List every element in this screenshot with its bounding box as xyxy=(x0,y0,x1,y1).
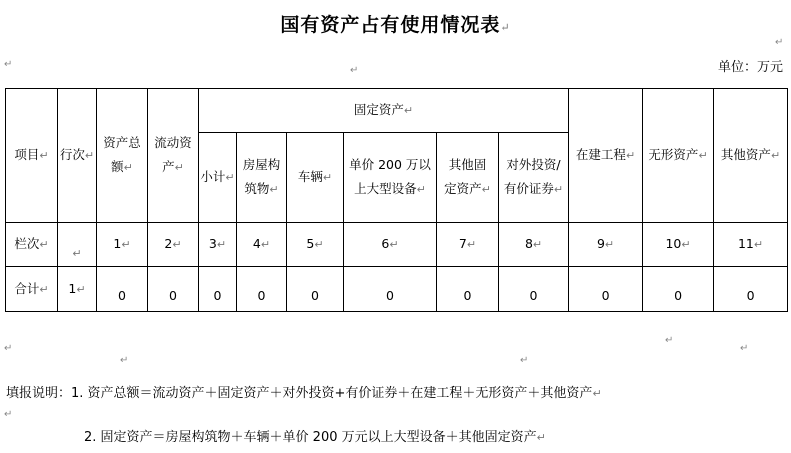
paragraph-mark-icon: ↵ xyxy=(350,65,359,76)
column-number xyxy=(569,223,643,267)
column-number-text: 3 xyxy=(208,236,217,251)
header-large-equipment-line1: 单价 200 万以 xyxy=(349,157,431,172)
total-row-line xyxy=(58,267,97,312)
paragraph-mark-icon: ↵ xyxy=(698,149,708,162)
paragraph-mark-icon: ↵ xyxy=(553,183,564,196)
header-fixed-assets-text: 固定资产 xyxy=(353,102,404,117)
header-large-equipment-line2: 上大型设备 xyxy=(354,181,417,196)
column-number-text: 7 xyxy=(458,236,467,251)
column-number-text: 4 xyxy=(252,236,261,251)
total-value-text: 0 xyxy=(529,288,538,303)
header-construction-text: 在建工程 xyxy=(575,147,626,162)
paragraph-mark-icon: ↵ xyxy=(84,149,95,162)
header-line-no-text: 行次 xyxy=(59,147,85,162)
total-value xyxy=(97,267,148,312)
paragraph-mark-icon: ↵ xyxy=(500,21,511,34)
column-number-text: 10 xyxy=(665,236,682,251)
paragraph-mark-icon: ↵ xyxy=(322,171,333,184)
total-value xyxy=(199,267,237,312)
paragraph-mark-icon: ↵ xyxy=(174,161,184,174)
header-other-fixed-line2: 定资产 xyxy=(444,181,482,196)
note-line-2 xyxy=(84,426,546,445)
total-row-label-text: 合计 xyxy=(14,280,40,296)
paragraph-mark-icon: ↵ xyxy=(481,183,491,196)
column-number xyxy=(97,223,148,267)
header-vehicles xyxy=(287,133,344,223)
paragraph-mark-icon: ↵ xyxy=(775,37,784,48)
total-value xyxy=(643,267,714,312)
paragraph-mark-icon: ↵ xyxy=(604,238,615,251)
paragraph-mark-icon: ↵ xyxy=(172,238,182,251)
total-value-text: 0 xyxy=(746,288,755,303)
assets-table xyxy=(5,88,788,312)
paragraph-mark-icon: ↵ xyxy=(72,247,82,260)
column-number xyxy=(344,223,437,267)
paragraph-mark-icon: ↵ xyxy=(770,149,781,162)
column-number xyxy=(643,223,714,267)
header-item xyxy=(6,89,58,223)
total-value-text: 0 xyxy=(169,288,177,303)
paragraph-mark-icon: ↵ xyxy=(4,59,13,70)
total-value xyxy=(569,267,643,312)
note-line-2-text: 2. 固定资产＝房屋构筑物＋车辆＋单价 200 万元以上大型设备＋其他固定资产 xyxy=(84,430,537,445)
header-investments-line2: 有价证券 xyxy=(503,181,554,196)
column-number-text: 6 xyxy=(381,236,390,251)
total-row-label xyxy=(6,267,58,312)
header-other-fixed-line1: 其他固 xyxy=(448,157,487,172)
paragraph-mark-icon: ↵ xyxy=(314,238,324,251)
paragraph-mark-icon: ↵ xyxy=(225,171,235,184)
note-line-1 xyxy=(6,382,602,401)
column-number xyxy=(237,223,287,267)
paragraph-mark-icon: ↵ xyxy=(740,343,749,354)
header-fixed-assets xyxy=(199,89,569,133)
header-total-assets-line1: 资产总 xyxy=(103,135,141,150)
total-value-text: 0 xyxy=(213,288,222,303)
paragraph-mark-icon: ↵ xyxy=(4,343,13,354)
header-fixed-subtotal-text: 小计 xyxy=(200,169,226,184)
column-number-text: 5 xyxy=(306,236,315,251)
unit-label: 单位：万元 xyxy=(717,60,783,75)
header-line-no xyxy=(58,89,97,223)
total-value xyxy=(499,267,569,312)
header-large-equipment xyxy=(344,133,437,223)
header-construction xyxy=(569,89,643,223)
column-number xyxy=(437,223,499,267)
paragraph-mark-icon: ↵ xyxy=(39,238,49,251)
paragraph-mark-icon: ↵ xyxy=(4,409,13,420)
paragraph-mark-icon: ↵ xyxy=(389,238,399,251)
paragraph-mark-icon: ↵ xyxy=(121,238,131,251)
column-row-label xyxy=(6,223,58,267)
header-current-assets xyxy=(148,89,199,223)
total-value xyxy=(287,267,344,312)
header-current-assets-line2: 产 xyxy=(162,159,175,174)
header-current-assets-line1: 流动资 xyxy=(154,135,192,150)
header-total-assets xyxy=(97,89,148,223)
header-intangible xyxy=(643,89,714,223)
column-number-text: 8 xyxy=(524,236,533,251)
report-title-text: 国有资产占有使用情况表 xyxy=(280,14,501,36)
header-other-assets xyxy=(714,89,788,223)
paragraph-mark-icon: ↵ xyxy=(260,238,271,251)
paragraph-mark-icon: ↵ xyxy=(76,282,86,296)
total-value xyxy=(714,267,788,312)
column-number-text: 1 xyxy=(113,236,122,251)
paragraph-mark-icon: ↵ xyxy=(536,431,546,444)
total-value-text: 0 xyxy=(463,288,472,303)
total-value-text: 0 xyxy=(674,288,683,303)
total-row-line-text: 1 xyxy=(68,280,77,296)
total-value xyxy=(148,267,199,312)
total-value-text: 0 xyxy=(601,288,610,303)
paragraph-mark-icon: ↵ xyxy=(403,104,414,117)
column-number-text: 11 xyxy=(737,236,754,251)
header-buildings-line1: 房屋构 xyxy=(242,157,281,172)
paragraph-mark-icon: ↵ xyxy=(123,161,133,174)
paragraph-mark-icon: ↵ xyxy=(753,238,764,251)
header-investments xyxy=(499,133,569,223)
paragraph-mark-icon: ↵ xyxy=(39,149,49,162)
paragraph-mark-icon: ↵ xyxy=(681,238,691,251)
header-buildings-line2: 筑物 xyxy=(244,181,270,196)
header-item-text: 项目 xyxy=(14,147,40,162)
header-total-assets-line2: 额 xyxy=(111,159,124,174)
total-value xyxy=(437,267,499,312)
total-value-text: 0 xyxy=(118,288,126,303)
header-investments-line1: 对外投资/ xyxy=(506,157,561,172)
column-number xyxy=(499,223,569,267)
column-number-text: 9 xyxy=(596,236,605,251)
paragraph-mark-icon: ↵ xyxy=(625,149,636,162)
header-buildings xyxy=(237,133,287,223)
paragraph-mark-icon: ↵ xyxy=(665,335,674,346)
total-value-text: 0 xyxy=(257,288,266,303)
total-value xyxy=(237,267,287,312)
column-row-label-text: 栏次 xyxy=(14,236,40,251)
paragraph-mark-icon: ↵ xyxy=(592,387,602,400)
column-number xyxy=(148,223,199,267)
paragraph-mark-icon: ↵ xyxy=(416,183,426,196)
header-other-assets-text: 其他资产 xyxy=(720,147,771,162)
note-line-1-text: 填报说明：1. 资产总额＝流动资产＋固定资产＋对外投资+有价证券＋在建工程＋无形资产＋其他资产 xyxy=(6,386,593,401)
header-fixed-subtotal xyxy=(199,133,237,223)
paragraph-mark-icon: ↵ xyxy=(532,238,543,251)
report-title xyxy=(0,10,791,37)
paragraph-mark-icon: ↵ xyxy=(520,355,529,366)
paragraph-mark-icon: ↵ xyxy=(216,238,227,251)
paragraph-mark-icon: ↵ xyxy=(39,282,49,296)
header-intangible-text: 无形资产 xyxy=(648,147,699,162)
total-value xyxy=(344,267,437,312)
header-other-fixed xyxy=(437,133,499,223)
paragraph-mark-icon: ↵ xyxy=(269,183,279,196)
column-row-line-cell xyxy=(58,223,97,267)
column-number-text: 2 xyxy=(164,236,173,251)
total-value-text: 0 xyxy=(386,288,394,303)
header-vehicles-text: 车辆 xyxy=(297,169,323,184)
paragraph-mark-icon: ↵ xyxy=(120,355,129,366)
column-number xyxy=(199,223,237,267)
column-number xyxy=(714,223,788,267)
column-number xyxy=(287,223,344,267)
total-value-text: 0 xyxy=(311,288,319,303)
paragraph-mark-icon: ↵ xyxy=(466,238,477,251)
